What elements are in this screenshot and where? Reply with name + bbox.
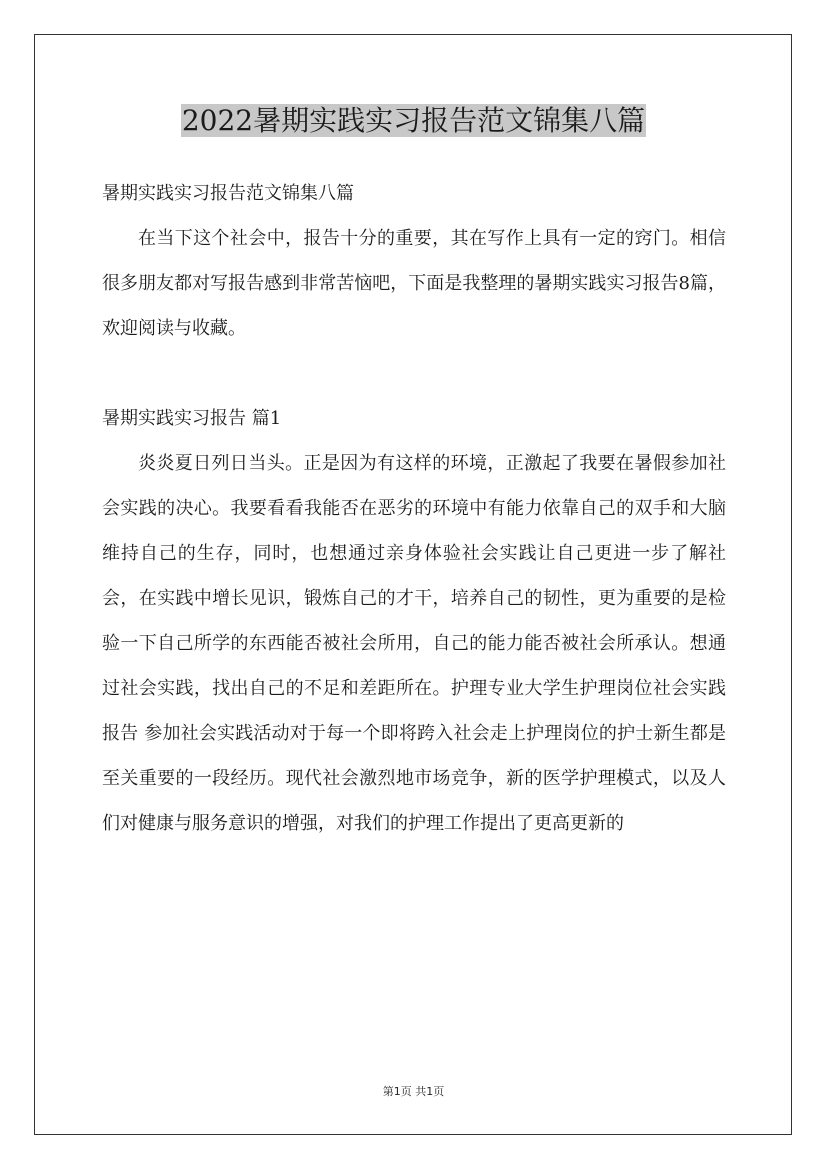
page-footer: 第1页 共1页	[382, 1085, 445, 1098]
document-body	[102, 171, 726, 846]
intro-paragraph: 在当下这个社会中，报告十分的重要，其在写作上具有一定的窍门。相信很多朋友都对写报告感到非常苦恼吧，下面是我整理的暑期实践实习报告8篇，欢迎阅读与收藏。	[102, 228, 726, 339]
document-title-text: 2022暑期实践实习报告范文锦集八篇	[181, 104, 646, 137]
blank-line	[102, 351, 726, 396]
section-paragraph: 炎炎夏日列日当头。正是因为有这样的环境，正激起了我要在暑假参加社会实践的决心。我要看看我能否在恶劣的环境中有能力依靠自己的双手和大脑维持自己的生存，同时，也想通过亲身体验社会实践让自己更进一步了解社会，在实践中增长见识，锻炼自己的才干，培养自己的韧性，更为重要的是检验一下自己所学的东西能否被社会所用，自己的能力能否被社会所承认。想通过社会实践，找出自己的不足和差距所在。护理专业大学生护理岗位社会实践报告 参加社会实践活动对于每一个即将跨入社会走上护理岗位的护士新生都是至关重要的一段经历。现代社会激烈地市场竞争，新的医学护理模式，以及人们对健康与服务意识的增强，对我们的护理工作提出了更高更新的	[102, 453, 726, 834]
document-subtitle: 暑期实践实习报告范文锦集八篇	[102, 183, 354, 204]
section-heading: 暑期实践实习报告 篇1	[102, 408, 282, 429]
document-title	[0, 101, 827, 141]
